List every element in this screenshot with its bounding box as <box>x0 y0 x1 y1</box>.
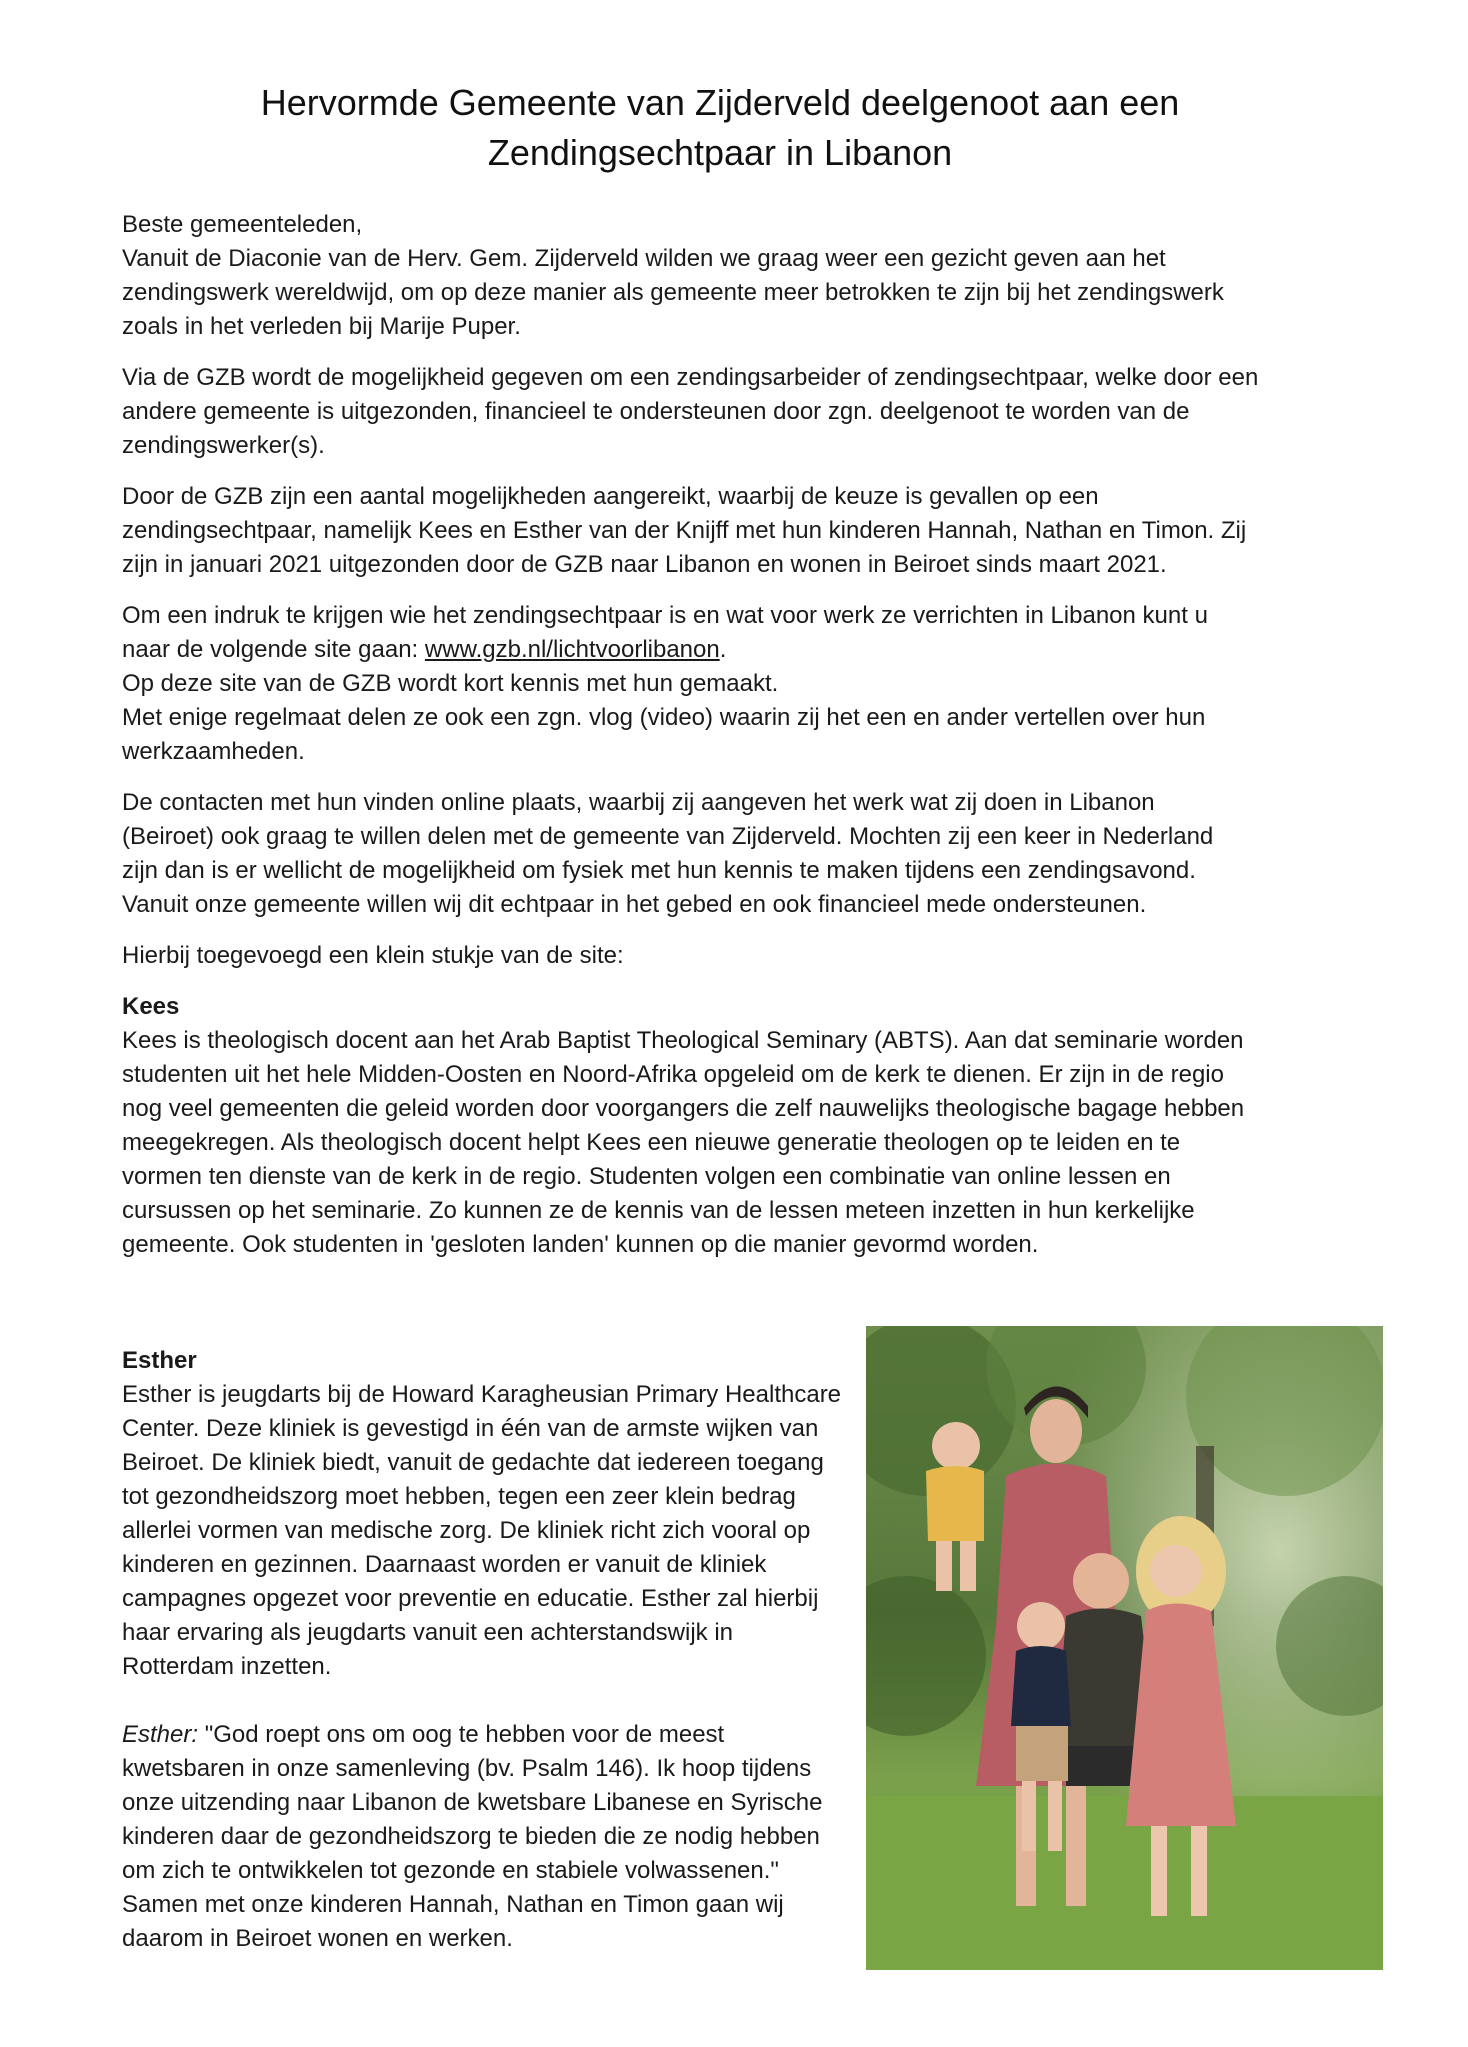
esther-heading: Esther <box>122 1347 197 1374</box>
website-line-4: Met enige regelmaat delen ze ook een zgn. vlog (video) waarin zij het een en ander vertellen over hun <box>122 704 1206 731</box>
esther-line-5: een zeer klein bedrag allerlei vormen van medische zorg. De <box>122 1483 796 1544</box>
kees-line-1: Kees is theologisch docent aan het Arab Baptist Theological Seminary (ABTS). Aan dat seminarie worden <box>122 1027 1244 1054</box>
esther-line-7: worden er vanuit de kliniek campagnes opgezet voor preventie <box>122 1551 767 1612</box>
intro-paragraph <box>122 208 1352 344</box>
website-line-2 <box>122 633 1352 667</box>
quote-line-5: nodig hebben om zich te ontwikkelen tot gezonde en stabiele <box>122 1823 820 1884</box>
esther-line-1: Esther is jeugdarts bij de Howard Karagheusian Primary <box>122 1381 719 1408</box>
website-line-5: werkzaamheden. <box>122 738 305 765</box>
contacts-line-3: zijn dan is er wellicht de mogelijkheid om fysiek met hun kennis te maken tijdens een zendingsavond. <box>122 857 1196 884</box>
quote-line-1 <box>122 1721 724 1748</box>
excerpt-intro: Hierbij toegevoegd een klein stukje van de site: <box>122 942 624 969</box>
kees-heading: Kees <box>122 993 180 1020</box>
intro-line-1: Vanuit de Diaconie van de Herv. Gem. Zijderveld wilden we graag weer een gezicht geven aan het <box>122 245 1166 272</box>
title-line-1: Hervormde Gemeente van Zijderveld deelgenoot aan een <box>260 82 1180 123</box>
contacts-line-4: Vanuit onze gemeente willen wij dit echtpaar in het gebed en ook financieel mede ondersteunen. <box>122 891 1147 918</box>
esther-quote <box>122 1718 842 1956</box>
paragraph-gzb <box>122 361 1352 463</box>
document-body <box>122 208 1352 1279</box>
gzb-website-link[interactable]: www.gzb.nl/lichtvoorlibanon <box>424 636 720 663</box>
quote-label: Esther: <box>122 1721 199 1748</box>
kees-line-4: meegekregen. Als theologisch docent helpt Kees een nieuwe generatie theologen op te leiden en te <box>122 1129 1181 1156</box>
intro-line-2: zendingswerk wereldwijd, om op deze manier als gemeente meer betrokken te zijn bij het zendingswerk <box>122 279 1224 306</box>
choice-line-3: zijn in januari 2021 uitgezonden door de GZB naar Libanon en wonen in Beiroet sinds maart 2021. <box>122 551 1167 578</box>
paragraph-website <box>122 599 1352 769</box>
intro-line-3: zoals in het verleden bij Marije Puper. <box>122 313 521 340</box>
esther-line-8: en educatie. Esther zal hierbij haar ervaring als jeugdarts vanuit <box>122 1585 819 1646</box>
quote-line-6: volwassenen." <box>624 1857 779 1884</box>
paragraph-contacts <box>122 786 1352 922</box>
website-line-2-prefix: naar de volgende site gaan: <box>122 636 425 663</box>
kees-line-2: studenten uit het hele Midden-Oosten en Noord-Afrika opgeleid om de kerk te dienen. Er zijn in de regio <box>122 1061 1224 1088</box>
kees-line-6: cursussen op het seminarie. Zo kunnen ze de kennis van de lessen meteen inzetten in hun kerkelijke <box>122 1197 1195 1224</box>
kees-line-3: nog veel gemeenten die geleid worden door voorgangers die zelf nauwelijks theologische bagage hebben <box>122 1095 1245 1122</box>
family-photo <box>866 1326 1383 1970</box>
website-line-1: Om een indruk te krijgen wie het zendingsechtpaar is en wat voor werk ze verrichten in Libanon kunt u <box>122 602 1208 629</box>
website-line-2-suffix: . <box>719 636 727 663</box>
gzb-line-3: zendingswerker(s). <box>122 432 325 459</box>
gzb-line-1: Via de GZB wordt de mogelijkheid gegeven om een zendingsarbeider of zendingsechtpaar, welke door een <box>122 364 1259 391</box>
choice-line-2: zendingsechtpaar, namelijk Kees en Esther van der Knijff met hun kinderen Hannah, Nathan en Timon. Zij <box>122 517 1247 544</box>
esther-line-2: Healthcare Center. Deze kliniek is gevestigd in één van de <box>122 1381 842 1442</box>
page-title <box>0 78 1440 178</box>
esther-line-4: dat iedereen toegang tot gezondheidszorg moet hebben, tegen <box>122 1449 824 1510</box>
kees-line-7: gemeente. Ook studenten in 'gesloten landen' kunnen op die manier gevormd worden. <box>122 1231 1039 1258</box>
esther-paragraph <box>122 1344 842 1684</box>
contacts-line-1: De contacten met hun vinden online plaats, waarbij zij aangeven het werk wat zij doen in Libanon <box>122 789 1155 816</box>
quote-line-3: tijdens onze uitzending naar Libanon de kwetsbare Libanese en <box>122 1755 812 1816</box>
closing-line-1: Samen met onze kinderen Hannah, Nathan en Timon gaan wij <box>122 1891 784 1918</box>
quote-line-1-text: "God roept ons om oog te hebben voor de meest <box>198 1721 725 1748</box>
gzb-line-2: andere gemeente is uitgezonden, financieel te ondersteunen door zgn. deelgenoot te worden van de <box>122 398 1190 425</box>
closing-line-2: daarom in Beiroet wonen en werken. <box>122 1925 513 1952</box>
family-photo-illustration <box>866 1326 1383 1970</box>
paragraph-choice <box>122 480 1352 582</box>
paragraph-gap <box>122 1684 842 1718</box>
quote-line-2: kwetsbaren in onze samenleving (bv. Psalm 146). Ik hoop <box>122 1755 736 1782</box>
choice-line-1: Door de GZB zijn een aantal mogelijkheden aangereikt, waarbij de keuze is gevallen op een <box>122 483 1099 510</box>
esther-line-3: armste wijken van Beiroet. De kliniek biedt, vanuit de gedachte <box>122 1415 819 1476</box>
title-line-2: Zendingsechtpaar in Libanon <box>487 132 953 173</box>
quote-line-4: Syrische kinderen daar de gezondheidszorg te bieden die ze <box>122 1789 823 1850</box>
esther-line-9: een achterstandswijk in Rotterdam inzetten. <box>122 1619 734 1680</box>
kees-line-5: vormen ten dienste van de kerk in de regio. Studenten volgen een combinatie van online lessen en <box>122 1163 1171 1190</box>
esther-section <box>122 1344 842 1956</box>
kees-section <box>122 990 1352 1262</box>
website-line-3: Op deze site van de GZB wordt kort kennis met hun gemaakt. <box>122 670 779 697</box>
esther-line-6: kliniek richt zich vooral op kinderen en gezinnen. Daarnaast <box>122 1517 811 1578</box>
contacts-line-2: (Beiroet) ook graag te willen delen met de gemeente van Zijderveld. Mochten zij een keer in Nederland <box>122 823 1214 850</box>
paragraph-excerpt-intro <box>122 939 1352 973</box>
greeting: Beste gemeenteleden, <box>122 211 363 238</box>
